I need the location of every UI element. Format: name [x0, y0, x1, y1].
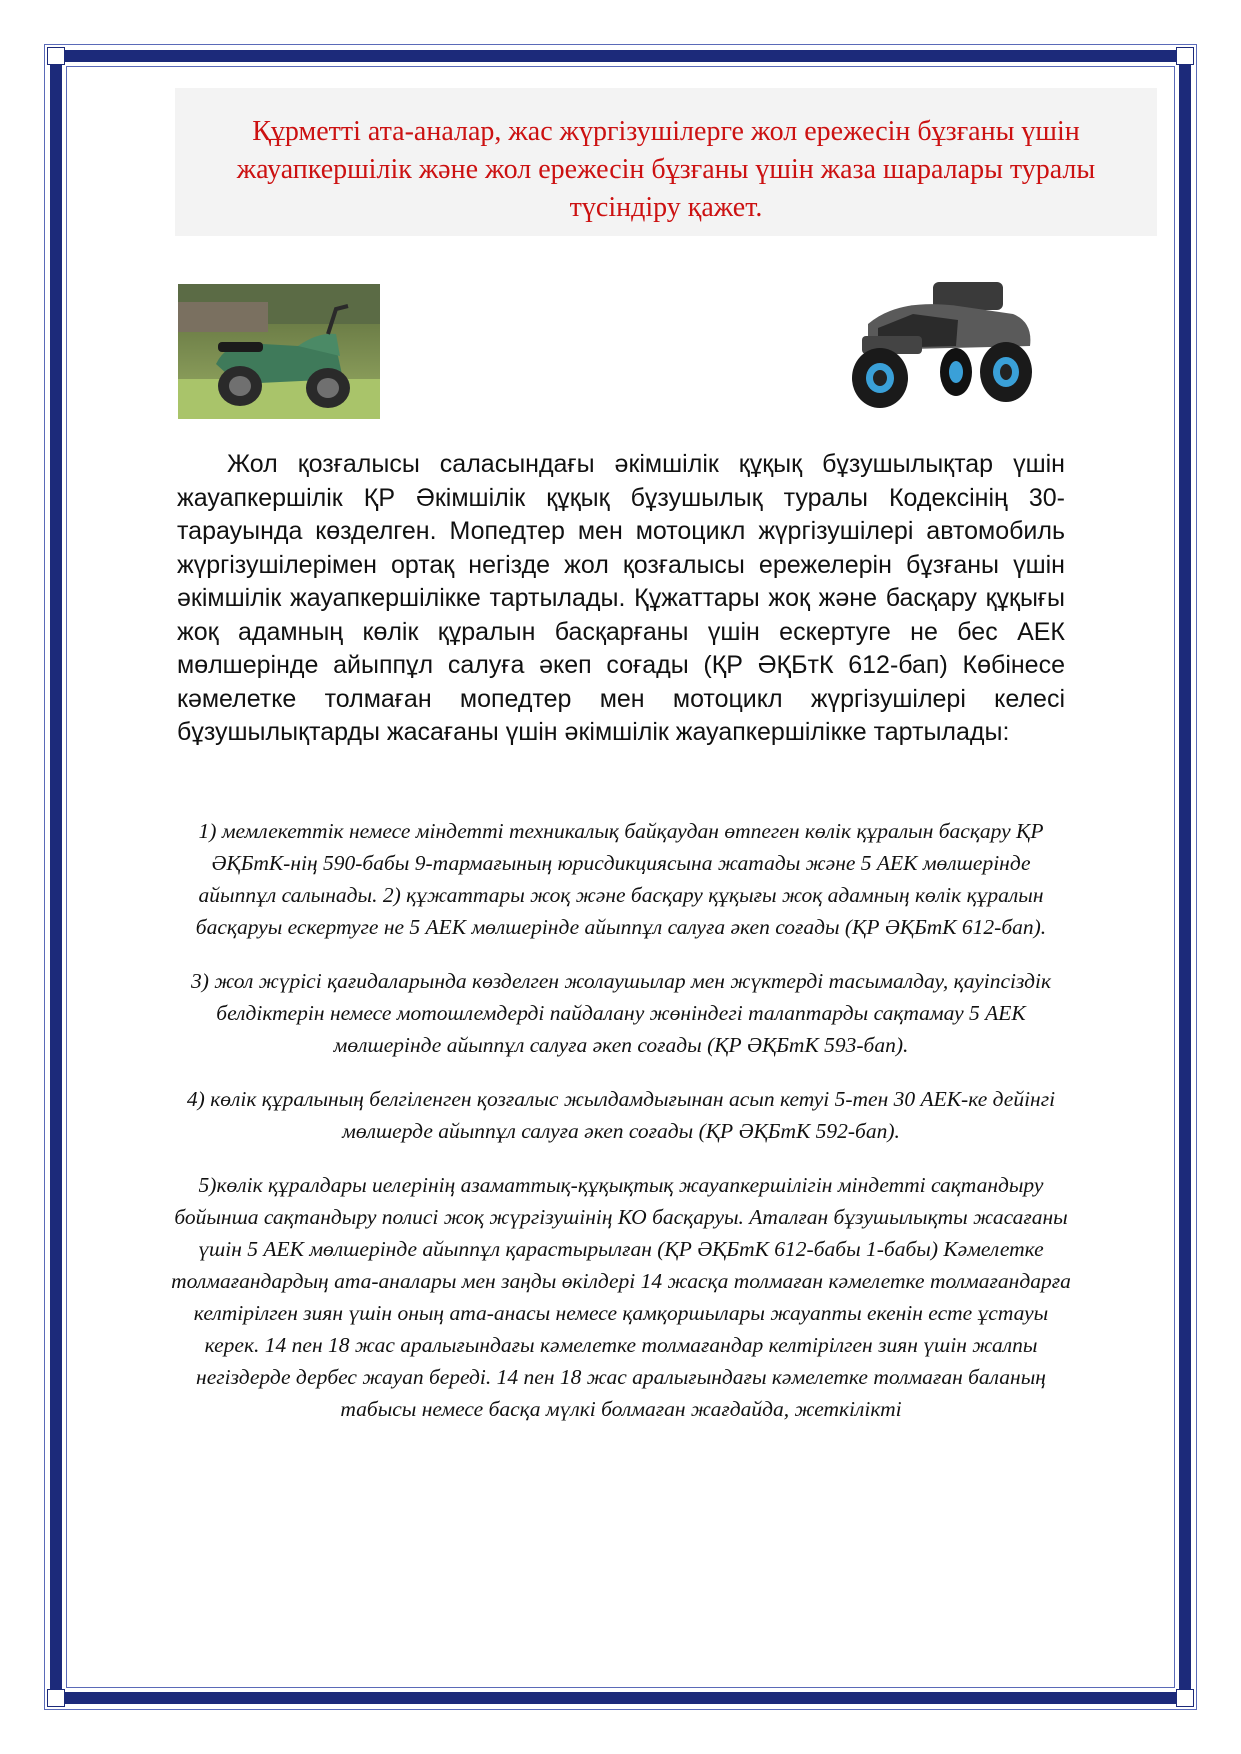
list-item: 4) көлік құралының белгіленген қозғалыс жылдамдығынан асып кетуі 5-тен 30 АЕК-ке дейінгі мөлшерде айыппұл салуға әкеп соғады (ҚР ӘҚБтК 592-бап).	[186, 1087, 1056, 1143]
list-item: 3) жол жүрісі қағидаларында көзделген жолаушылар мен жүктерді тасымалдау, қауіпсіздік белдіктерін немесе мотошлемдерді пайдалану жөніндегі талаптарды сақтамау 5 АЕК мөлшерінде айыппұл салуға әкеп соғады (ҚР ӘҚБтК 593-бап).	[191, 969, 1051, 1057]
violations-list	[170, 815, 1072, 1447]
header-title: Құрметті ата-аналар, жас жүргізушілерге жол ережесін бұзғаны үшін жауапкершілік және жол ережесін бұзғаны үшін жаза шаралары туралы түсіндіру қажет.	[236, 116, 1096, 223]
border-corner	[1176, 47, 1194, 65]
border-corner	[47, 1689, 65, 1707]
border-corner	[47, 47, 65, 65]
list-item: 5)көлік құралдары иелерінің азаматтық-құқықтық жауапкершілігін міндетті сақтандыру бойынша сақтандыру полисі жоқ жүргізушінің КО басқаруы. Аталған бұзушылықты жасағаны үшін 5 АЕК мөлшерінде айыппұл қарастырылған (ҚР ӘҚБтК 612-бабы 1-бабы) Кәмелетке толмағандардың ата-аналары мен заңды өкілдері 14 жасқа толмаған кәмелетке толмағандарға келтірілген зиян үшін оның ата-анасы немесе қамқоршылары жауапты екенін есте ұстауы керек. 14 пен 18 жас аралығындағы кәмелетке толмағандар келтірілген зиян үшін жалпы негіздерде дербес жауап береді. 14 пен 18 жас аралығындағы кәмелетке толмаған баланың табысы немесе басқа мүлкі болмаған жағдайда, жеткілікті	[171, 1173, 1071, 1421]
list-item: 1) мемлекеттік немесе міндетті техникалық байқаудан өтпеген көлік құралын басқару ҚР ӘҚБтК-нің 590-бабы 9-тармағының юрисдикциясына жатады және 5 АЕК мөлшерінде айыппұл салынады. 2) құжаттары жоқ және басқару құқығы жоқ адамның көлік құралын басқаруы ескертуге не 5 АЕК мөлшерінде айыппұл салуға әкеп соғады (ҚР ӘҚБтК 612-бап).	[195, 819, 1047, 939]
header-banner	[175, 88, 1157, 236]
border-corner	[1176, 1689, 1194, 1707]
main-paragraph: Жол қозғалысы саласындағы әкімшілік құқық бұзушылықтар үшін жауапкершілік ҚР Әкімшілік құқық бұзушылық туралы Кодексінің 30-тарауында көзделген. Мопедтер мен мотоцикл жүргізушілері автомобиль жүргізушілерімен ортақ негізде жол қозғалысы ережелерін бұзғаны үшін әкімшілік жауапкершілікке тартылады. Құжаттары жоқ және басқару құқығы жоқ адамның көлік құралын басқарғаны үшін ескертуге не бес АЕК мөлшерінде айыппұл салуға әкеп соғады (ҚР ӘҚБтК 612-бап) Көбінесе кәмелетке толмаған мопедтер мен мотоцикл жүргізушілері келесі бұзушылықтарды жасағаны үшін әкімшілік жауапкершілікке тартылады:	[177, 450, 1065, 746]
atv-quad-bike-photo	[838, 276, 1043, 412]
scooter-photo	[178, 284, 380, 419]
